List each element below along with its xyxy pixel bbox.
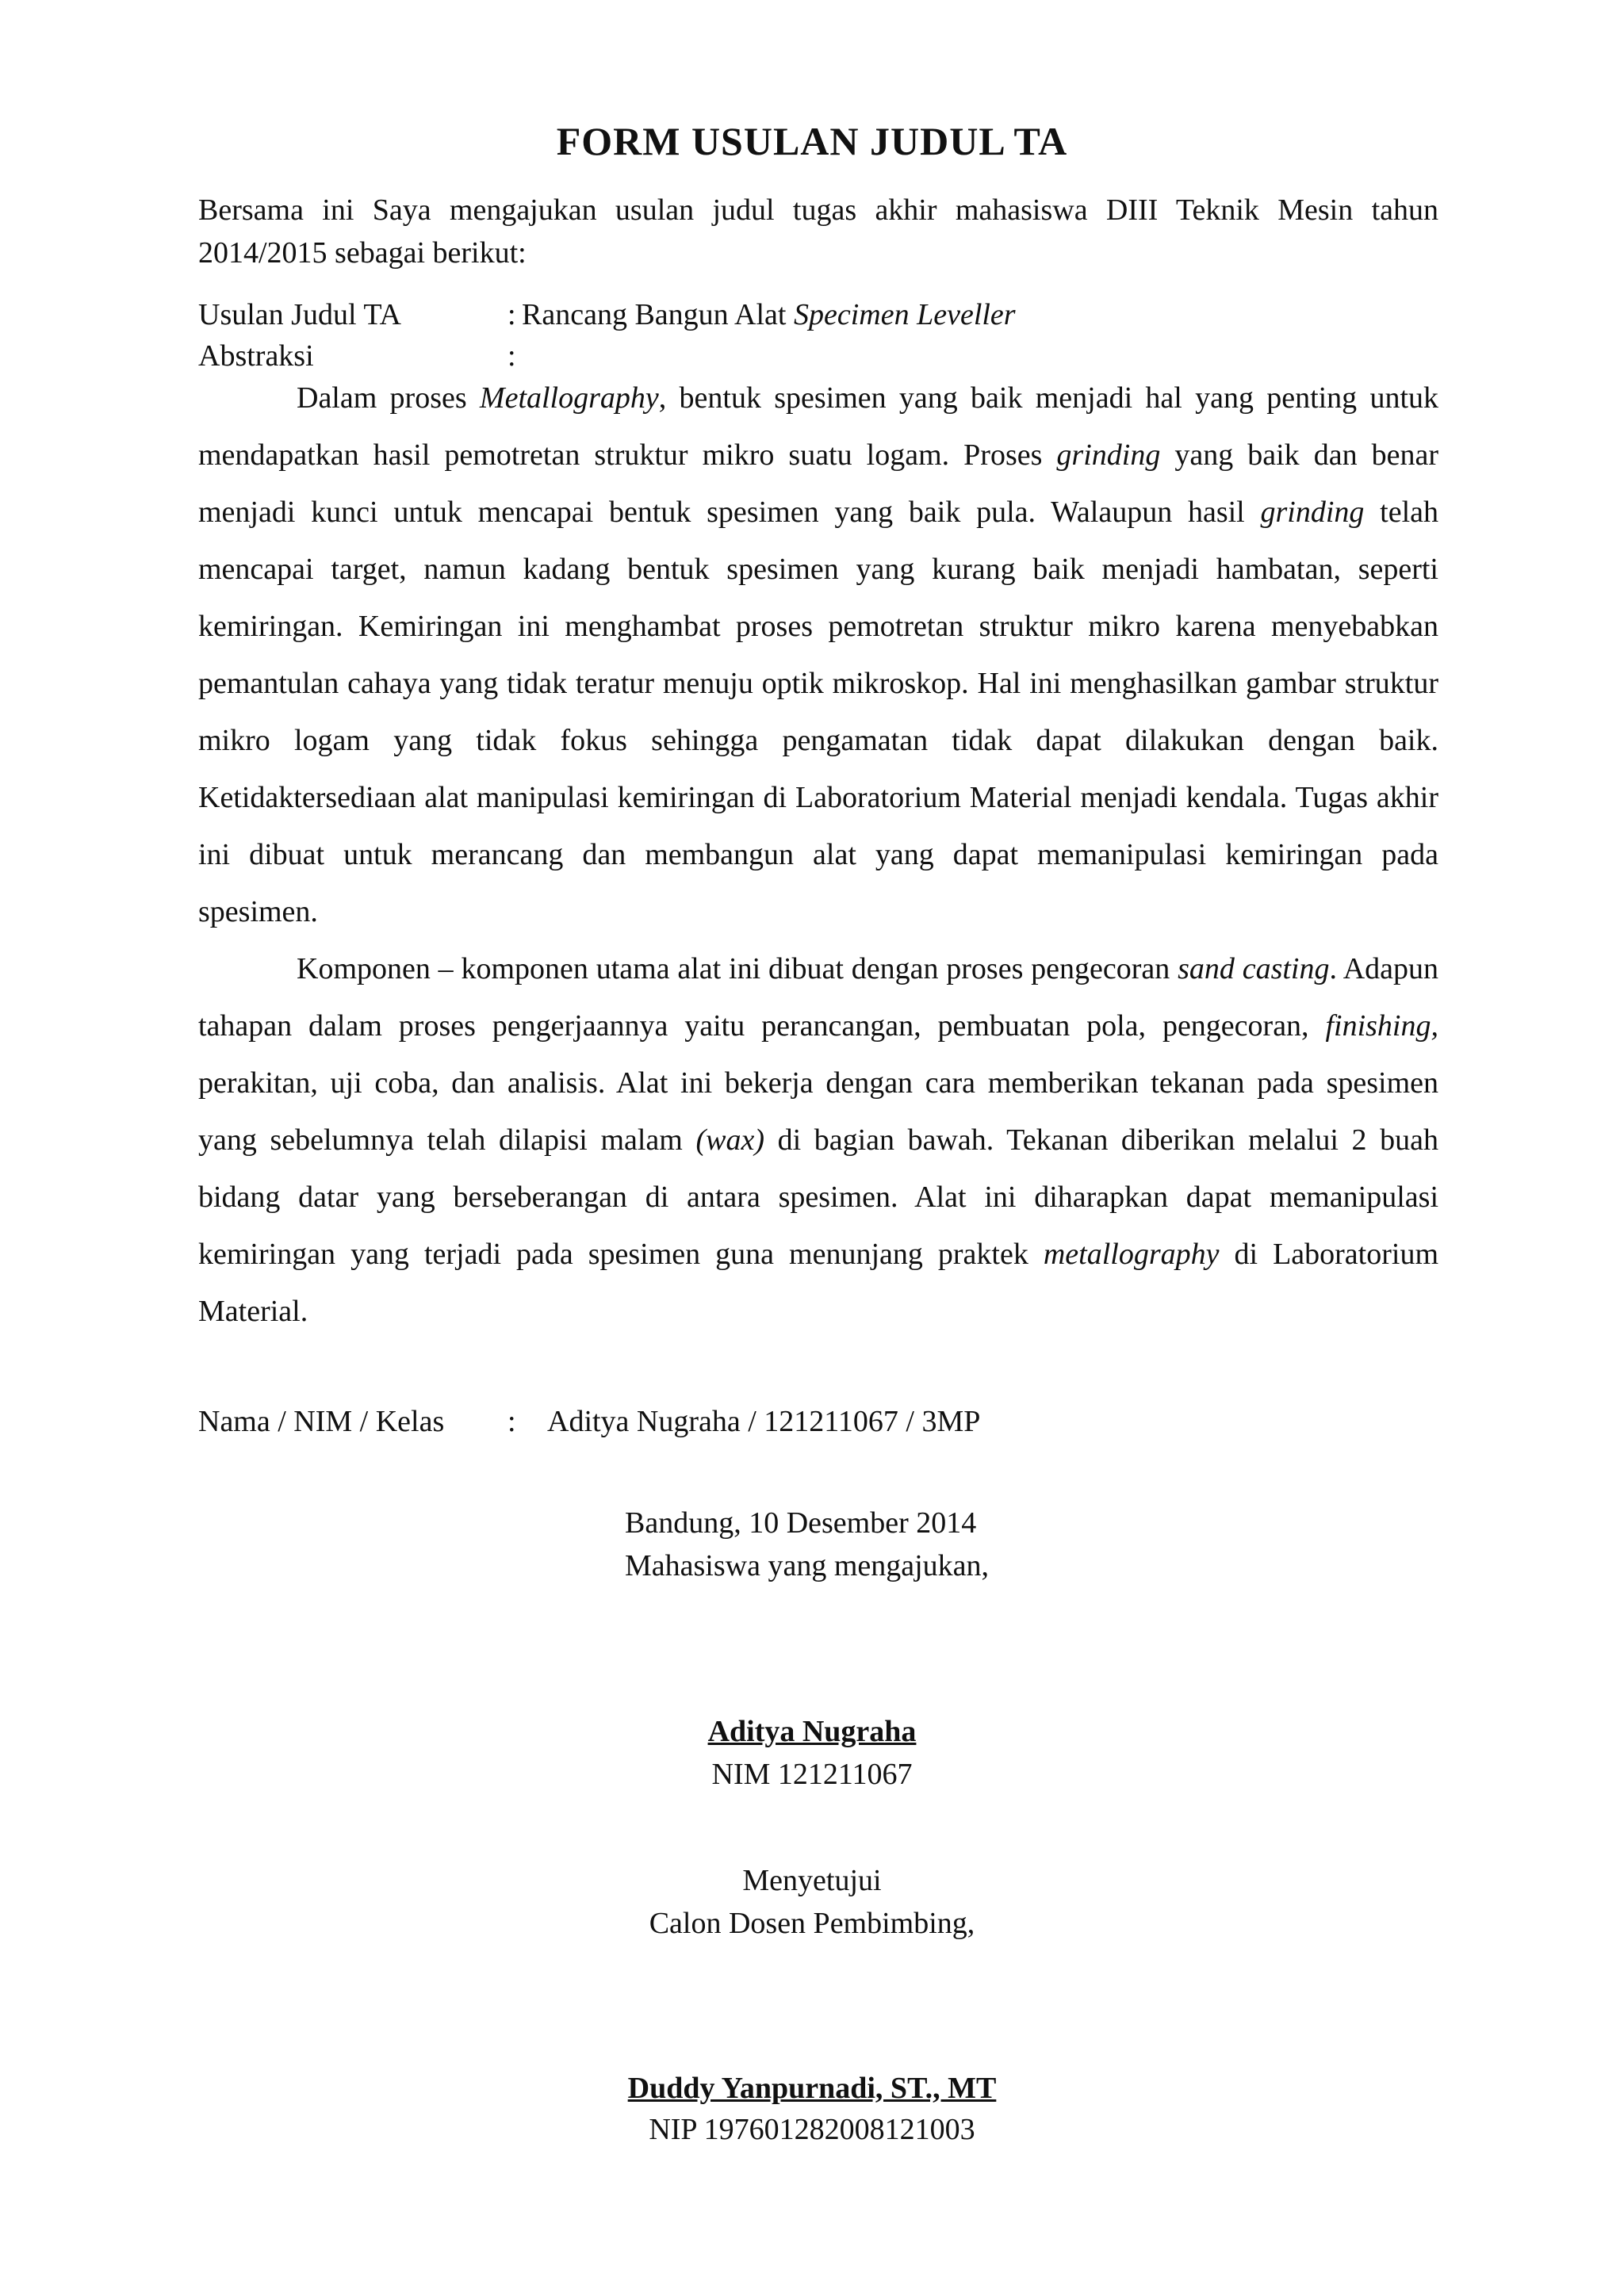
- p2-italic-1: sand casting: [1178, 952, 1330, 985]
- advisor-nip: NIP 197601282008121003: [649, 2113, 975, 2146]
- student-colon: :: [508, 1405, 516, 1438]
- p2-text-5: di Laboratorium Material.: [198, 1238, 1438, 1328]
- p2-text-2: . Adapun tahapan dalam proses pengerjaannya yaitu perancangan, pembuatan pola, pengecoran,: [198, 952, 1439, 1043]
- p2-text-1: Komponen – komponen utama alat ini dibuat dengan proses pengecoran: [297, 952, 1178, 985]
- p2-italic-2: finishing,: [1325, 1009, 1438, 1043]
- student-label: Nama / NIM / Kelas: [198, 1405, 445, 1438]
- p1-italic-2: grinding: [1056, 438, 1161, 472]
- judul-label: Usulan Judul TA: [198, 298, 401, 331]
- student-signature-name: [0, 1711, 1624, 1752]
- p1-text-4: telah mencapai target, namun kadang bentuk spesimen yang kurang baik menjadi hambatan, seperti kemiringan. Kemiringan ini menghambat proses pemotretan struktur mikro karena menyebabkan pemantulan cahaya yang tidak teratur menuju optik mikroskop. Hal ini menghasilkan gambar struktur mikro logam yang tidak fokus sehingga pengamatan tidak dapat dilakukan dengan baik. Ketidaktersediaan alat manipulasi kemiringan di Laboratorium Material menjadi kendala. Tugas akhir ini dibuat untuk merancang dan membangun alat yang dapat memanipulasi kemiringan pada spesimen.: [198, 496, 1438, 928]
- form-title: FORM USULAN JUDUL TA: [556, 119, 1068, 163]
- advisor-role: Calon Dosen Pembimbing,: [649, 1907, 975, 1940]
- judul-colon: :: [508, 298, 516, 331]
- p1-text-3: yang baik dan benar menjadi kunci untuk mencapai bentuk spesimen yang baik pula. Walaupun hasil: [198, 438, 1438, 529]
- abstract-paragraph-2: [198, 940, 1438, 1340]
- p1-text-1: Dalam proses: [297, 381, 480, 415]
- abstraksi-colon: :: [508, 339, 516, 373]
- p2-italic-3: (wax): [695, 1123, 764, 1157]
- place-date: Bandung, 10 Desember 2014: [625, 1506, 977, 1540]
- p1-italic-1: Metallography: [479, 381, 659, 415]
- advisor-signature-name: [0, 2068, 1624, 2109]
- abstraksi-label: Abstraksi: [198, 339, 314, 373]
- student-value: Aditya Nugraha / 121211067 / 3MP: [547, 1405, 981, 1438]
- intro-text: Bersama ini Saya mengajukan usulan judul tugas akhir mahasiswa DIII Teknik Mesin tahun 2014/2015 sebagai berikut:: [198, 193, 1438, 270]
- judul-value-plain: Rancang Bangun Alat: [522, 298, 794, 331]
- judul-value: [522, 295, 1016, 335]
- p2-text-4: di bagian bawah. Tekanan diberikan melalui 2 buah bidang datar yang berseberangan di antara spesimen. Alat ini diharapkan dapat memanipulasi kemiringan yang terjadi pada spesimen guna menunjang praktek: [198, 1123, 1439, 1271]
- p2-text-3: perakitan, uji coba, dan analisis. Alat ini bekerja dengan cara memberikan tekanan pada spesimen yang sebelumnya telah dilapisi malam: [198, 1066, 1438, 1157]
- p1-italic-3: grinding: [1260, 496, 1365, 529]
- advisor-name: Duddy Yanpurnadi, ST., MT: [627, 2072, 997, 2105]
- approval-label: Menyetujui: [742, 1864, 882, 1897]
- abstract-paragraph-1: [198, 369, 1438, 940]
- student-name: Aditya Nugraha: [707, 1715, 917, 1748]
- p2-italic-4: metallography: [1043, 1238, 1220, 1271]
- student-nim: NIM 121211067: [711, 1758, 913, 1791]
- p1-text-2: , bentuk spesimen yang baik menjadi hal yang penting untuk mendapatkan hasil pemotretan struktur mikro suatu logam. Proses: [198, 381, 1439, 472]
- judul-value-italic: Specimen Leveller: [793, 298, 1016, 331]
- submitter-role: Mahasiswa yang mengajukan,: [625, 1549, 990, 1582]
